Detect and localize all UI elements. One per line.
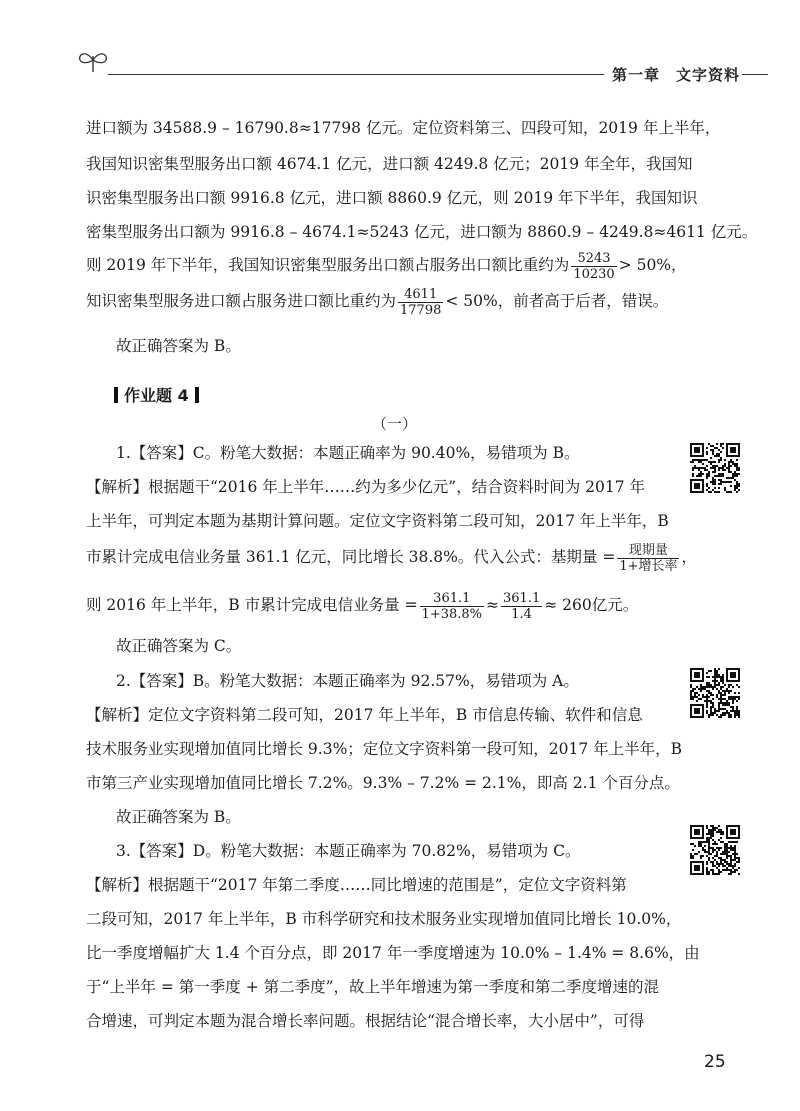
fraction-numerator: 5243	[571, 251, 616, 267]
header-rule-right	[742, 74, 768, 75]
answer-line: 1.【答案】C。粉笔大数据：本题正确率为 90.40%，易错项为 B。	[116, 444, 580, 462]
analysis-line: 二段可知，2017 年上半年，B 市科学研究和技术服务业实现增加值同比增长 10.0%，	[86, 910, 682, 928]
qr-code-icon[interactable]	[690, 668, 740, 718]
fraction	[501, 591, 542, 622]
text-segment: > 50%，	[618, 256, 687, 274]
text-line-fraction	[86, 248, 687, 282]
analysis-line: 比一季度增幅扩大 1.4 个百分点，即 2017 年一季度增速为 10.0% – 1.4% = 8.6%，由	[86, 944, 700, 962]
fraction-numerator: 361.1	[420, 591, 484, 607]
analysis-line: 于“上半年 = 第一季度 + 第二季度”，故上半年增速为第一季度和第二季度增速的混	[86, 978, 660, 996]
conclusion-line: 故正确答案为 C。	[116, 637, 242, 655]
fraction-denominator: 1.4	[511, 606, 532, 622]
analysis-line-formula	[86, 540, 697, 574]
section-title	[108, 383, 205, 406]
approx-sign: ≈	[486, 596, 500, 614]
answer-line: 2.【答案】B。粉笔大数据：本题正确率为 92.57%，易错项为 A。	[116, 672, 579, 690]
answer-line: 3.【答案】D。粉笔大数据：本题正确率为 70.82%，易错项为 C。	[116, 842, 581, 860]
fraction-numerator: 现期量	[617, 543, 679, 559]
conclusion-line: 故正确答案为 B。	[116, 808, 241, 826]
text-segment: 知识密集型服务进口额占服务进口额比重约为	[86, 292, 397, 310]
analysis-line: 上半年，可判定本题为基期计算问题。定位文字资料第二段可知，2017 年上半年，B	[86, 512, 669, 530]
text-line: 进口额为 34588.9 – 16790.8≈17798 亿元。定位资料第三、四段可知，2019 年上半年，	[86, 119, 721, 137]
analysis-line-formula	[86, 588, 638, 622]
page-number: 25	[704, 1052, 726, 1072]
text-segment: 则 2016 年上半年，B 市累计完成电信业务量 =	[86, 596, 418, 614]
text-line: 识密集型服务出口额 9916.8 亿元，进口额 8860.9 亿元，则 2019 年下半年，我国知识	[86, 189, 698, 207]
text-line: 密集型服务出口额为 9916.8 – 4674.1≈5243 亿元，进口额为 8860.9 – 4249.8≈4611 亿元。	[86, 223, 758, 241]
analysis-line: 【解析】定位文字资料第二段可知，2017 年上半年，B 市信息传输、软件和信息	[86, 706, 643, 724]
qr-code-icon[interactable]	[690, 443, 740, 493]
fraction	[617, 543, 679, 574]
fraction-denominator: 10230	[573, 266, 615, 282]
qr-code-icon[interactable]	[690, 825, 740, 875]
fraction	[571, 251, 616, 282]
fraction-denominator: 1+增长率	[619, 558, 678, 574]
analysis-line: 【解析】根据题干“2017 年第二季度……同比增速的范围是”，定位文字资料第	[86, 876, 627, 894]
text-line: 我国知识密集型服务出口额 4674.1 亿元，进口额 4249.8 亿元；2019 年全年，我国知	[86, 155, 693, 173]
text-segment: 市累计完成电信业务量 361.1 亿元，同比增长 38.8%。代入公式：基期量 =	[86, 548, 616, 566]
text-segment: ，	[681, 548, 697, 566]
analysis-line: 【解析】根据题干“2016 年上半年……约为多少亿元”，结合资料时间为 2017 年	[86, 478, 646, 496]
fraction-numerator: 4611	[398, 287, 443, 303]
section-title-text: 作业题 4	[124, 386, 189, 405]
title-bar-right	[195, 387, 199, 403]
subsection-title: （一）	[372, 415, 418, 433]
text-segment: < 50%，前者高于后者，错误。	[445, 292, 669, 310]
analysis-line: 市第三产业实现增加值同比增长 7.2%。9.3% – 7.2% = 2.1%，即高 2.1 个百分点。	[86, 774, 680, 792]
header-rule-left	[108, 74, 604, 75]
fraction	[420, 591, 484, 622]
chapter-title: 第一章 文字资料	[612, 66, 741, 84]
fraction-numerator: 361.1	[503, 590, 541, 606]
analysis-line: 合增速，可判定本题为混合增长率问题。根据结论“混合增长率，大小居中”，可得	[86, 1012, 645, 1030]
text-line-fraction	[86, 284, 668, 318]
analysis-line: 技术服务业实现增加值同比增长 9.3%；定位文字资料第一段可知，2017 年上半年，B	[86, 740, 683, 758]
text-segment: ≈ 260亿元。	[544, 596, 639, 614]
fraction	[398, 287, 443, 318]
fraction-denominator: 1+38.8%	[421, 606, 483, 622]
text-segment: 则 2019 年下半年，我国知识密集型服务出口额占服务出口额比重约为	[86, 256, 570, 274]
title-bar-left	[114, 387, 118, 403]
fraction-denominator: 17798	[400, 302, 442, 318]
conclusion-line: 故正确答案为 B。	[116, 337, 241, 355]
leaf-logo-icon	[76, 48, 110, 74]
